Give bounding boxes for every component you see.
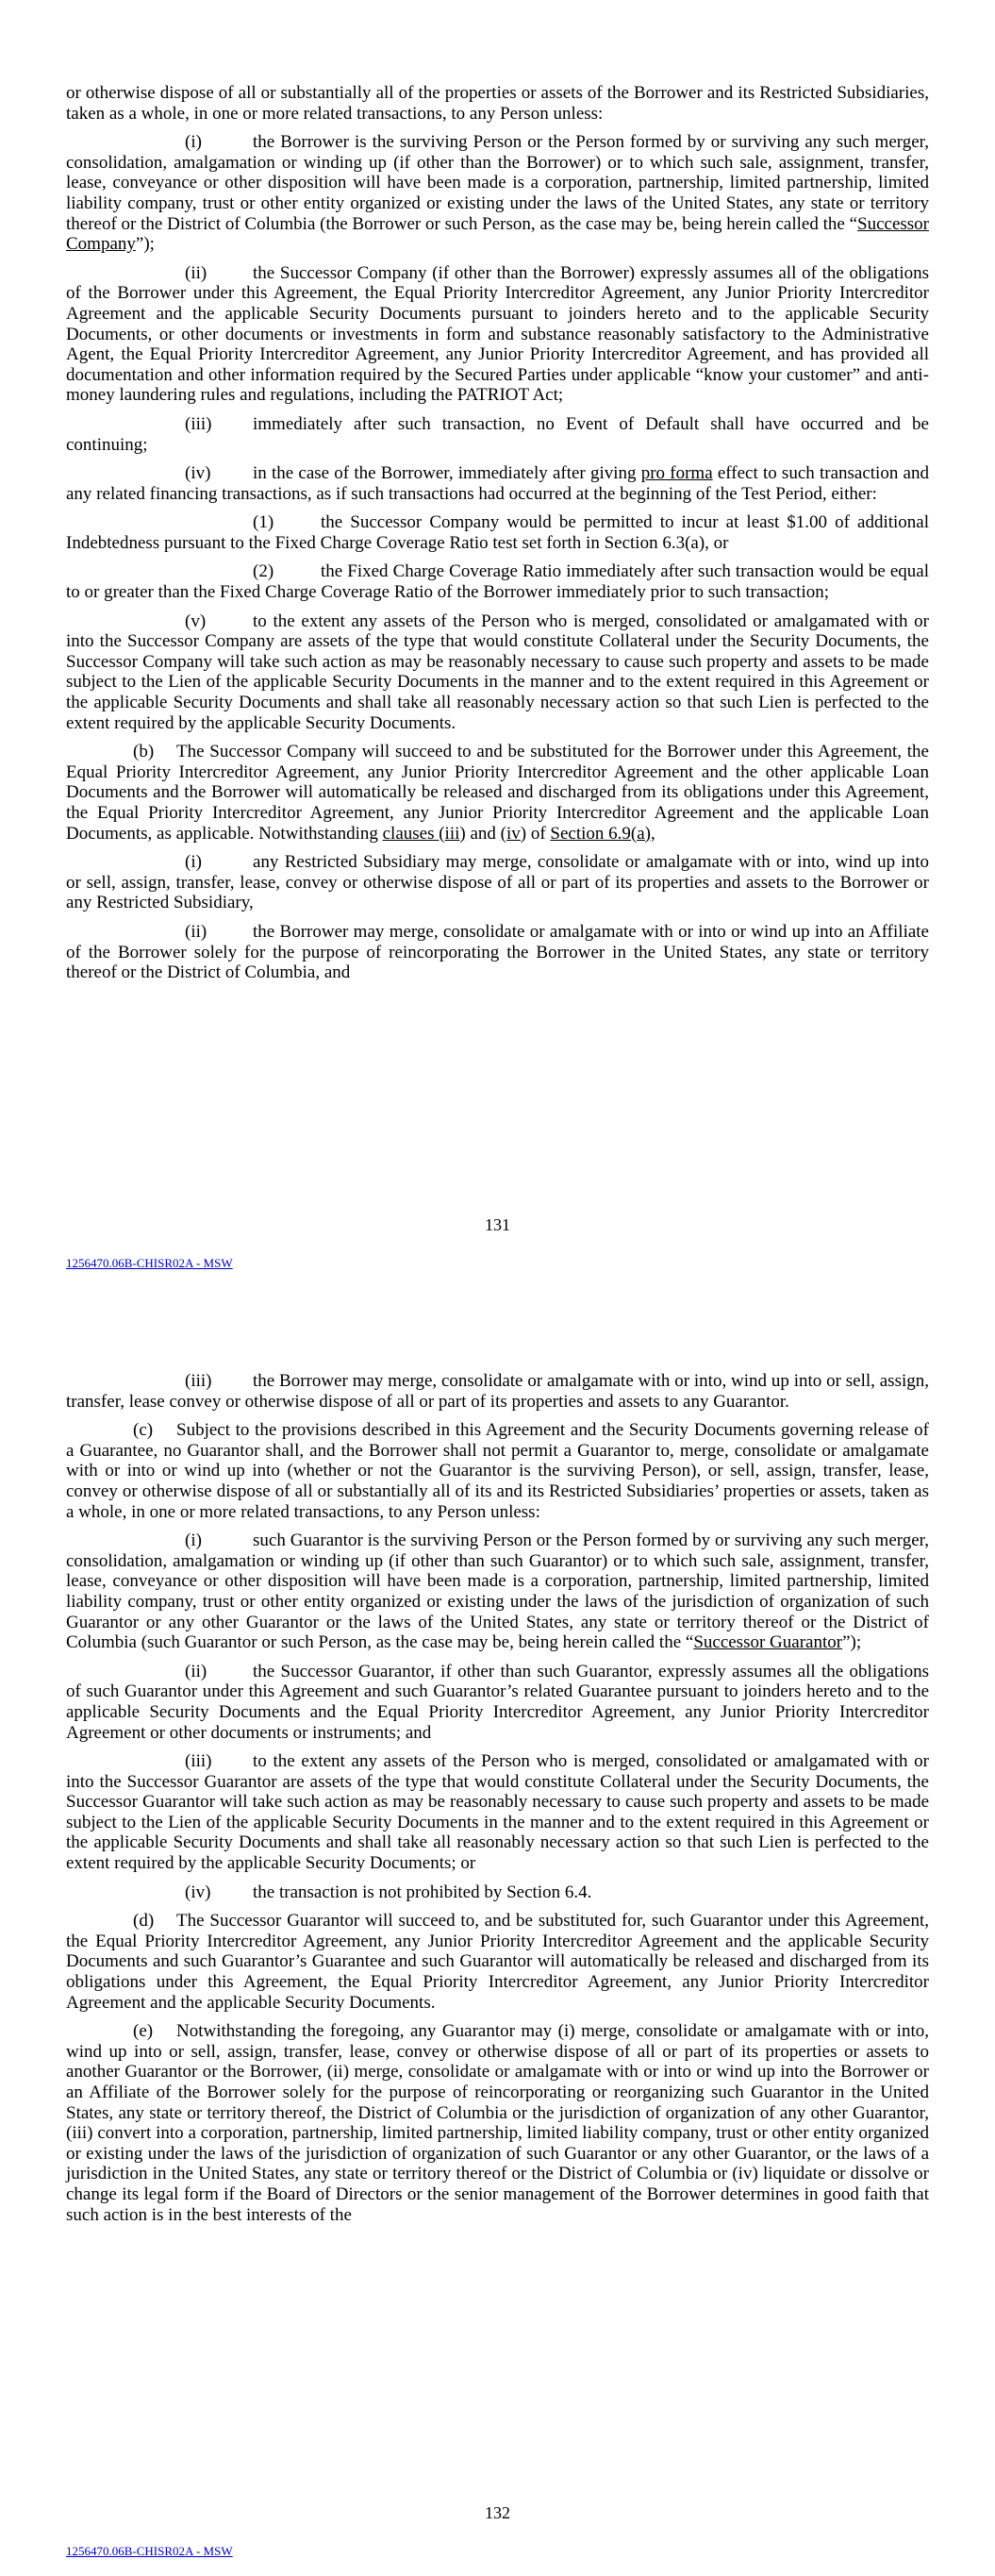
document-page-132 [0,1288,995,2576]
clause-text: immediately after such transaction, no Event of Default shall have occurred and be continuing; [66,413,929,455]
paragraph [66,1420,929,1522]
clause-text: in the case of the Borrower, immediately after giving pro forma effect to such transaction and any related financing transactions, as if such transactions had occurred at the beginning of the Test Period, either: [66,463,929,504]
footer-stamp: 1256470.06B-CHISR02A - MSW [66,2544,233,2558]
page-body [66,1371,929,2225]
paragraph [66,922,929,983]
paragraph [66,263,929,406]
footer-stamp: 1256470.06B-CHISR02A - MSW [66,1256,233,1270]
paragraph [66,1662,929,1743]
clause-text: the Successor Guarantor, if other than such Guarantor, expressly assumes all the obligations of such Guarantor under this Agreement and such Guarantor’s related Guarantee pursuant to joinders hereto and to the applicable Security Documents and the Equal Priority Intercreditor Agreement, any Junior Priority Intercreditor Agreement or other documents or instruments; and [66,1661,929,1743]
clause-label: (b) [133,742,155,762]
clause-label: (v) [185,611,207,631]
paragraph [66,512,929,553]
clause-label: (e) [133,2021,154,2042]
paragraph [66,1882,929,1903]
clause-label: (c) [133,1420,154,1441]
clause-text: or otherwise dispose of all or substantially all of the properties or assets of the Borrower and its Restricted Subsidiaries, taken as a whole, in one or more related transactions, to any Person unless: [66,83,929,124]
clause-label: (d) [133,1911,155,1932]
clause-label: (i) [185,852,202,873]
clause-text: such Guarantor is the surviving Person or the Person formed by or surviving any such merger, consolidation, amalgamation or winding up (if other than such Guarantor) or to which such sale, assignment, transfer, lease, conveyance or other disposition will have been made is a corporation, partnership, limited partnership, limited liability company, trust or other entity organized or existing under the laws of the jurisdiction of organization of such Guarantor or any other Guarantor or the laws of the United States, any state or territory thereof or the District of Columbia (such Guarantor or such Person, as the case may be, being herein called the “Successor Guarantor”); [66,1531,929,1653]
clause-label: (ii) [185,262,207,283]
clause-text: the Borrower may merge, consolidate or amalgamate with or into or wind up into an Affiliate of the Borrower solely for the purpose of reincorporating the Borrower in the United States, any state or territory thereof or the District of Columbia, and [66,921,929,983]
paragraph [66,611,929,734]
clause-text: The Successor Company will succeed to and be substituted for the Borrower under this Agreement, the Equal Priority Intercreditor Agreement, any Junior Priority Intercreditor Agreement and the other applicable Loan Documents and the Borrower will automatically be released and discharged from its obligations under this Agreement, the Equal Priority Intercreditor Agreement, any Junior Priority Intercreditor Agreement and the applicable Loan Documents, as applicable. Notwithstanding clauses (iii) and (iv) of Section 6.9(a), [66,742,929,844]
clause-label: (iii) [185,1371,212,1391]
clause-text: Notwithstanding the foregoing, any Guarantor may (i) merge, consolidate or amalgamate with or into, wind up into or sell, assign, transfer, lease, convey or otherwise dispose of all or part of its properties or assets to another Guarantor or the Borrower, (ii) merge, consolidate or amalgamate with or into or wind up into the Borrower or an Affiliate of the Borrower solely for the purpose of reincorporating or reorganizing such Guarantor in the United States, any state or territory thereof, the District of Columbia or the jurisdiction of organization of any other Guarantor, (iii) convert into a corporation, partnership, limited partnership, limited liability company, trust or other entity organized or existing under the laws of the jurisdiction of organization of such Guarantor or any other Guarantor, or the laws of a jurisdiction in the United States, any state or territory thereof or the District of Columbia or (iv) liquidate or dissolve or change its legal form if the Board of Directors or the senior management of the Borrower determines in good faith that such action is in the best interests of the [66,2021,929,2225]
page-number: 132 [485,2503,510,2522]
paragraph [66,1751,929,1874]
paragraph [66,1911,929,2013]
clause-label: (1) [253,512,274,533]
clause-label: (iii) [185,413,212,434]
paragraph [66,414,929,455]
clause-text: Subject to the provisions described in this Agreement and the Security Documents governing release of a Guarantee, no Guarantor shall, and the Borrower shall not permit a Guarantor to, merge, consolidate or amalgamate with or into or wind up into (whether or not the Guarantor is the surviving Person), or sell, assign, transfer, lease, convey or otherwise dispose of all or substantially all of its and its Restricted Subsidiaries’ properties or assets, taken as a whole, in one or more related transactions, to any Person unless: [66,1420,929,1522]
page-number: 131 [485,1215,510,1234]
clause-text: the Successor Company would be permitted to incur at least $1.00 of additional Indebtedness pursuant to the Fixed Charge Coverage Ratio test set forth in Section 6.3(a), or [66,512,929,553]
clause-text: The Successor Guarantor will succeed to, and be substituted for, such Guarantor under this Agreement, the Equal Priority Intercreditor Agreement, any Junior Priority Intercreditor Agreement and the applicable Security Documents and such Guarantor’s Guarantee and such Guarantor will automatically be released and discharged from its obligations under this Agreement, the Equal Priority Intercreditor Agreement, any Junior Priority Intercreditor Agreement and the applicable Security Documents. [66,1911,929,2013]
clause-text: the transaction is not prohibited by Section 6.4. [253,1882,592,1902]
clause-text: the Borrower is the surviving Person or the Person formed by or surviving any such merger, consolidation, amalgamation or winding up (if other than the Borrower) or to which such sale, assignment, transfer, lease, conveyance or other disposition will have been made is a corporation, partnership, limited partnership, limited liability company, trust or other entity organized or existing under the laws of the United States, any state or territory thereof or the District of Columbia (the Borrower or such Person, as the case may be, being herein called the “Successor Company”); [66,132,929,255]
paragraph [66,2021,929,2225]
paragraph [66,1531,929,1653]
clause-text: any Restricted Subsidiary may merge, consolidate or amalgamate with or into, wind up into or sell, assign, transfer, lease, convey or otherwise dispose of all or part of its properties and assets to the Borrower or any Restricted Subsidiary, [66,852,929,913]
paragraph [66,463,929,504]
clause-text: to the extent any assets of the Person who is merged, consolidated or amalgamated with or into the Successor Company are assets of the type that would constitute Collateral under the Security Documents, the Successor Company will take such action as may be reasonably necessary to cause such property and assets to be made subject to the Lien of the applicable Security Documents in the manner and to the extent required in this Agreement or the applicable Security Documents and shall take all reasonably necessary action so that such Lien is perfected to the extent required by the applicable Security Documents. [66,611,929,733]
paragraph [66,83,929,124]
clause-label: (i) [185,132,202,153]
clause-label: (i) [185,1531,202,1551]
page-body [66,83,929,983]
paragraph [66,561,929,602]
clause-text: the Successor Company (if other than the Borrower) expressly assumes all of the obligations of the Borrower under this Agreement, the Equal Priority Intercreditor Agreement, any Junior Priority Intercreditor Agreement and the applicable Security Documents pursuant to joinders hereto and to the applicable Security Documents, or other documents or investments in form and substance reasonably satisfactory to the Administrative Agent, the Equal Priority Intercreditor Agreement, any Junior Priority Intercreditor Agreement, and has provided all documentation and other information required by the Secured Parties under applicable “know your customer” and anti-money laundering rules and regulations, including the PATRIOT Act; [66,262,929,406]
clause-label: (iii) [185,1751,212,1772]
clause-text: to the extent any assets of the Person who is merged, consolidated or amalgamated with or into the Successor Guarantor are assets of the type that would constitute Collateral under the Security Documents, the Successor Guarantor will take such action as may be reasonably necessary to cause such property and assets to be made subject to the Lien of the applicable Security Documents in the manner and to the extent required in this Agreement or the applicable Security Documents and shall take all reasonably necessary action so that such Lien is perfected to the extent required by the applicable Security Documents; or [66,1751,929,1874]
clause-label: (ii) [185,921,207,942]
clause-text: the Fixed Charge Coverage Ratio immediately after such transaction would be equal to or greater than the Fixed Charge Coverage Ratio of the Borrower immediately prior to such transaction; [66,561,929,603]
paragraph [66,1371,929,1412]
paragraph [66,852,929,913]
clause-text: the Borrower may merge, consolidate or amalgamate with or into, wind up into or sell, assign, transfer, lease convey or otherwise dispose of all or part of its properties and assets to any Guarantor. [66,1371,929,1412]
paragraph [66,132,929,255]
clause-label: (2) [253,561,274,582]
clause-label: (ii) [185,1661,207,1681]
clause-label: (iv) [185,1882,211,1902]
paragraph [66,742,929,844]
clause-label: (iv) [185,463,211,484]
